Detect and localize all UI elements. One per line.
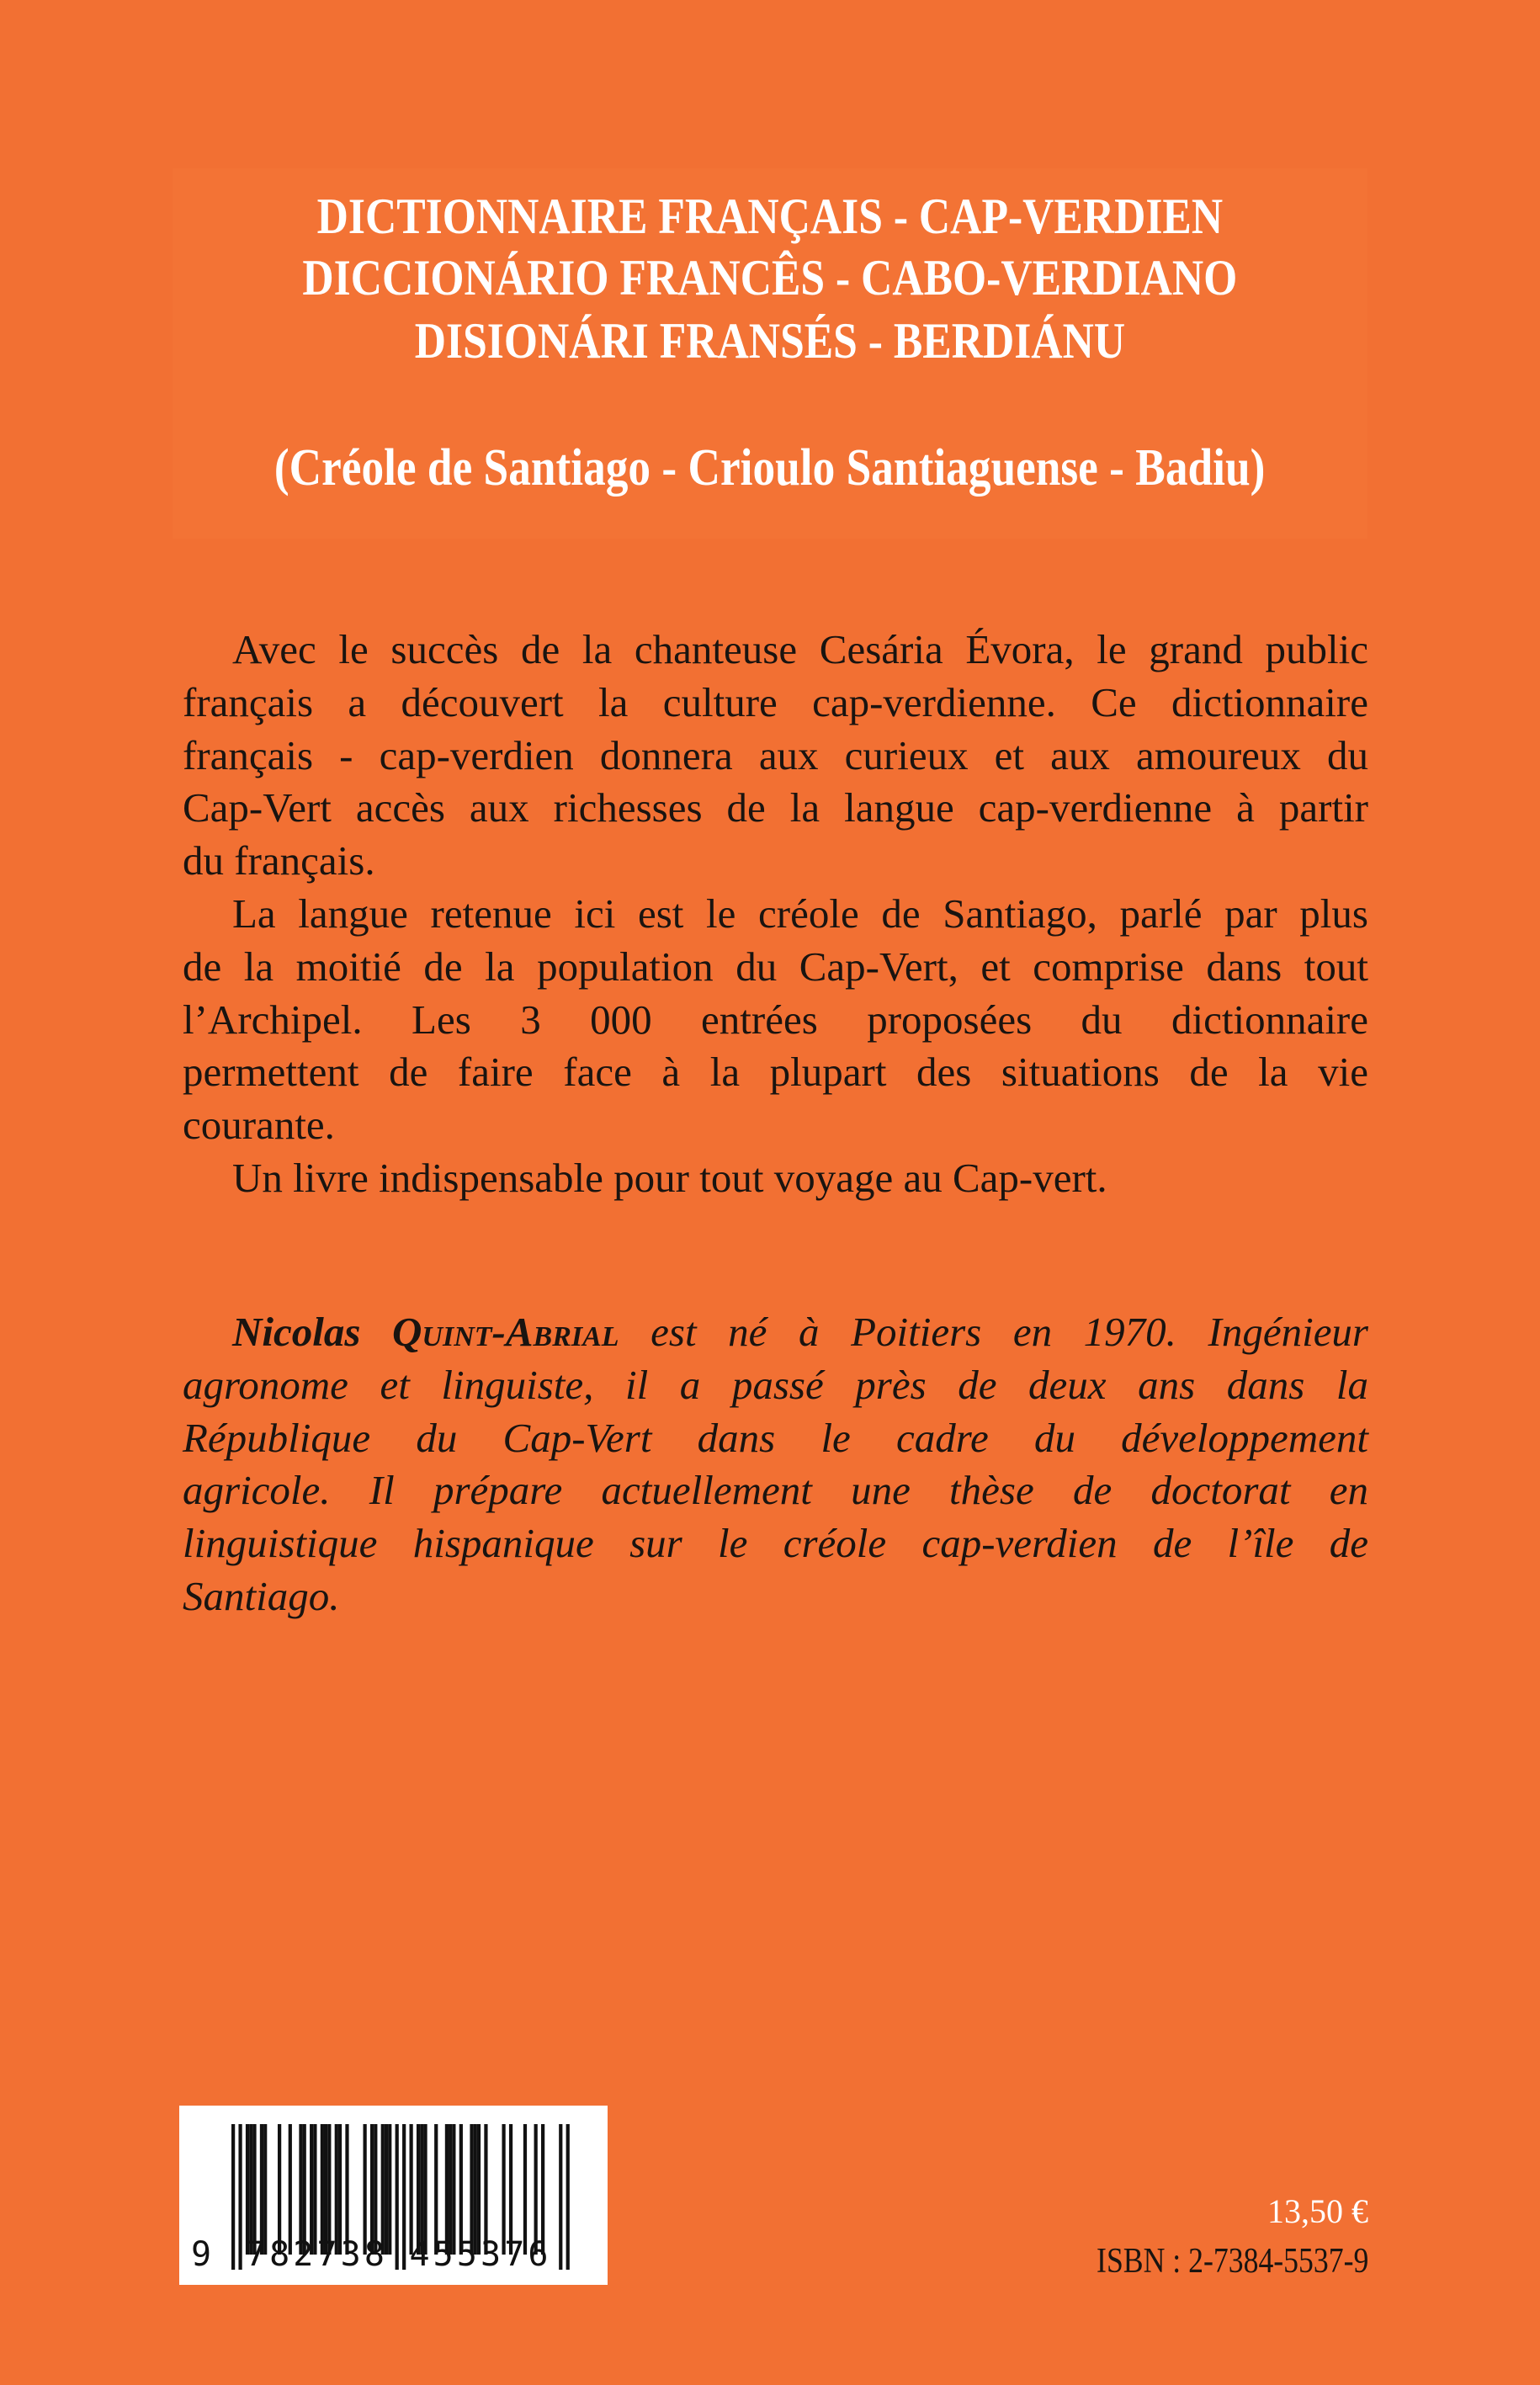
description bbox=[183, 624, 1368, 1205]
desc-line: courante. bbox=[183, 1102, 335, 1149]
barcode-bars bbox=[179, 2106, 608, 2285]
subtitle bbox=[0, 436, 1540, 500]
desc-line: du français. bbox=[183, 837, 375, 884]
bio-text: est né à Poitiers en 1970. Ingénieur bbox=[651, 1309, 1369, 1355]
price: 13,50 € bbox=[1267, 2192, 1368, 2230]
barcode-bar bbox=[402, 2124, 406, 2270]
bio-line: Santiago. bbox=[183, 1572, 340, 1619]
title-line-creole bbox=[0, 309, 1540, 373]
barcode-bar bbox=[388, 2124, 391, 2255]
desc-line: Cap-Vert accès aux richesses de la langue cap-verdienne à partir bbox=[183, 784, 1368, 831]
author-first-name: Nicolas bbox=[232, 1309, 361, 1355]
barcode bbox=[179, 2106, 608, 2285]
barcode-bar bbox=[559, 2124, 562, 2270]
author-bio bbox=[183, 1306, 1368, 1623]
barcode-bar bbox=[231, 2124, 235, 2270]
barcode-bar bbox=[566, 2124, 570, 2270]
title-text: DICCIONÁRIO FRANCÊS - CABO-VERDIANO bbox=[302, 250, 1238, 305]
title-line-portuguese bbox=[0, 246, 1540, 310]
barcode-bar bbox=[385, 2124, 388, 2255]
desc-line: Un livre indispensable pour tout voyage au Cap-vert. bbox=[232, 1154, 1107, 1201]
bio-line bbox=[183, 1306, 1368, 1359]
desc-line: français a découvert la culture cap-verdienne. Ce dictionnaire bbox=[183, 678, 1368, 725]
desc-line: l’Archipel. Les 3 000 entrées proposées du dictionnaire bbox=[183, 996, 1368, 1043]
desc-line: Avec le succès de la chanteuse Cesária Évora, le grand public bbox=[232, 626, 1368, 672]
desc-line: permettent de faire face à la plupart des situations de la vie bbox=[183, 1049, 1368, 1096]
barcode-digits-first: 9 bbox=[191, 2235, 212, 2274]
bio-line: agronome et linguiste, il a passé près de deux ans dans la bbox=[183, 1361, 1368, 1408]
title-line-french bbox=[0, 184, 1540, 248]
barcode-bar bbox=[396, 2124, 399, 2270]
title-text: DICTIONNAIRE FRANÇAIS - CAP-VERDIEN bbox=[316, 189, 1224, 244]
bio-line: linguistique hispanique sur le créole cap-verdien de l’île de bbox=[183, 1520, 1368, 1567]
desc-line: français - cap-verdien donnera aux curieux et aux amoureux du bbox=[183, 731, 1368, 778]
isbn bbox=[1049, 2241, 1368, 2281]
desc-line: La langue retenue ici est le créole de Santiago, parlé par plus bbox=[232, 890, 1368, 937]
barcode-digits-left: 782738 bbox=[245, 2235, 385, 2274]
bio-line: agricole. Il prépare actuellement une thèse de doctorat en bbox=[183, 1467, 1368, 1514]
subtitle-text: (Créole de Santiago - Crioulo Santiaguense - Badiu) bbox=[274, 439, 1266, 497]
bio-line: République du Cap-Vert dans le cadre du développement bbox=[183, 1414, 1368, 1461]
barcode-digits-right: 455376 bbox=[409, 2235, 549, 2274]
barcode-bar bbox=[238, 2124, 242, 2270]
title-text: DISIONÁRI FRANSÉS - BERDIÁNU bbox=[414, 313, 1126, 369]
isbn-text: ISBN : 2-7384-5537-9 bbox=[1096, 2242, 1368, 2281]
author-last-name: Quint-Abrial bbox=[392, 1309, 619, 1355]
desc-line: de la moitié de la population du Cap-Vert, et comprise dans tout bbox=[183, 943, 1368, 990]
